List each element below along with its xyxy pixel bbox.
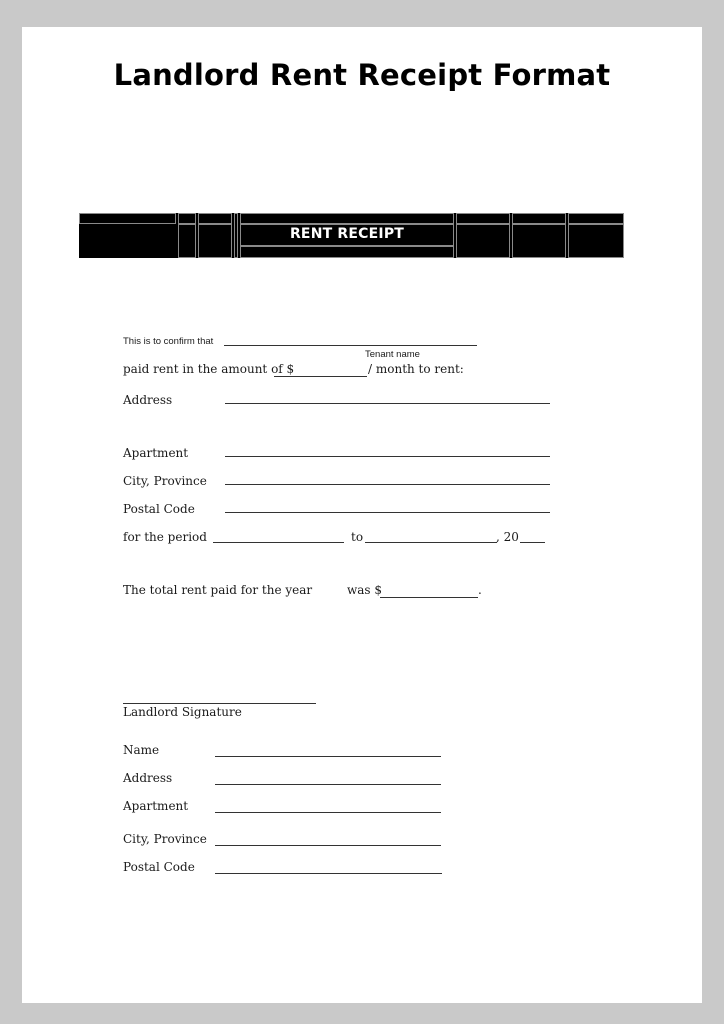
tenant-name-field[interactable] xyxy=(224,345,477,346)
banner-cell xyxy=(178,224,196,258)
landlord-apartment-label: Apartment xyxy=(123,799,189,813)
period-year-label: , 20 xyxy=(496,530,519,544)
address-field[interactable] xyxy=(225,403,550,404)
banner-cell xyxy=(234,213,238,258)
period-year-field[interactable] xyxy=(520,542,545,543)
banner-title: RENT RECEIPT xyxy=(289,226,405,242)
total-was-label: was $ xyxy=(347,583,383,597)
city-province-label: City, Province xyxy=(123,474,207,488)
landlord-postal-field[interactable] xyxy=(215,873,442,874)
landlord-name-field[interactable] xyxy=(215,756,441,757)
paid-amount-label: paid rent in the amount of $ xyxy=(123,362,295,376)
landlord-address-label: Address xyxy=(123,771,173,785)
banner-cell xyxy=(568,213,624,224)
landlord-name-label: Name xyxy=(123,743,160,757)
address-label: Address xyxy=(123,393,173,407)
period-end-field[interactable] xyxy=(365,542,497,543)
banner-cell xyxy=(240,213,454,224)
tenant-name-caption: Tenant name xyxy=(365,349,420,360)
landlord-address-field[interactable] xyxy=(215,784,441,785)
banner-cell xyxy=(568,224,624,258)
landlord-city-field[interactable] xyxy=(215,845,441,846)
period-start-field[interactable] xyxy=(213,542,344,543)
banner-cell xyxy=(79,213,176,224)
banner-cell xyxy=(512,224,566,258)
apartment-field[interactable] xyxy=(225,456,550,457)
period-to-label: to xyxy=(351,530,364,544)
signature-field[interactable] xyxy=(123,703,316,704)
period-label: for the period xyxy=(123,530,207,544)
total-period: . xyxy=(478,583,482,597)
banner-cell xyxy=(198,213,232,224)
postal-code-label: Postal Code xyxy=(123,502,195,516)
apartment-label: Apartment xyxy=(123,446,189,460)
landlord-city-label: City, Province xyxy=(123,832,207,846)
city-province-field[interactable] xyxy=(225,484,550,485)
banner-cell xyxy=(198,224,232,258)
postal-code-field[interactable] xyxy=(225,512,550,513)
banner-cell xyxy=(456,224,510,258)
banner-cell xyxy=(456,213,510,224)
banner-cell xyxy=(512,213,566,224)
amount-field[interactable] xyxy=(274,376,367,377)
total-amount-field[interactable] xyxy=(380,597,478,598)
landlord-postal-label: Postal Code xyxy=(123,860,195,874)
total-rent-label: The total rent paid for the year xyxy=(123,583,313,597)
paid-amount-suffix: / month to rent: xyxy=(368,362,464,376)
landlord-signature-label: Landlord Signature xyxy=(123,705,242,719)
banner-cell xyxy=(240,246,454,258)
landlord-apartment-field[interactable] xyxy=(215,812,441,813)
document-title: Landlord Rent Receipt Format xyxy=(113,58,611,92)
confirm-label: This is to confirm that xyxy=(123,336,214,347)
banner-cell xyxy=(178,213,196,224)
